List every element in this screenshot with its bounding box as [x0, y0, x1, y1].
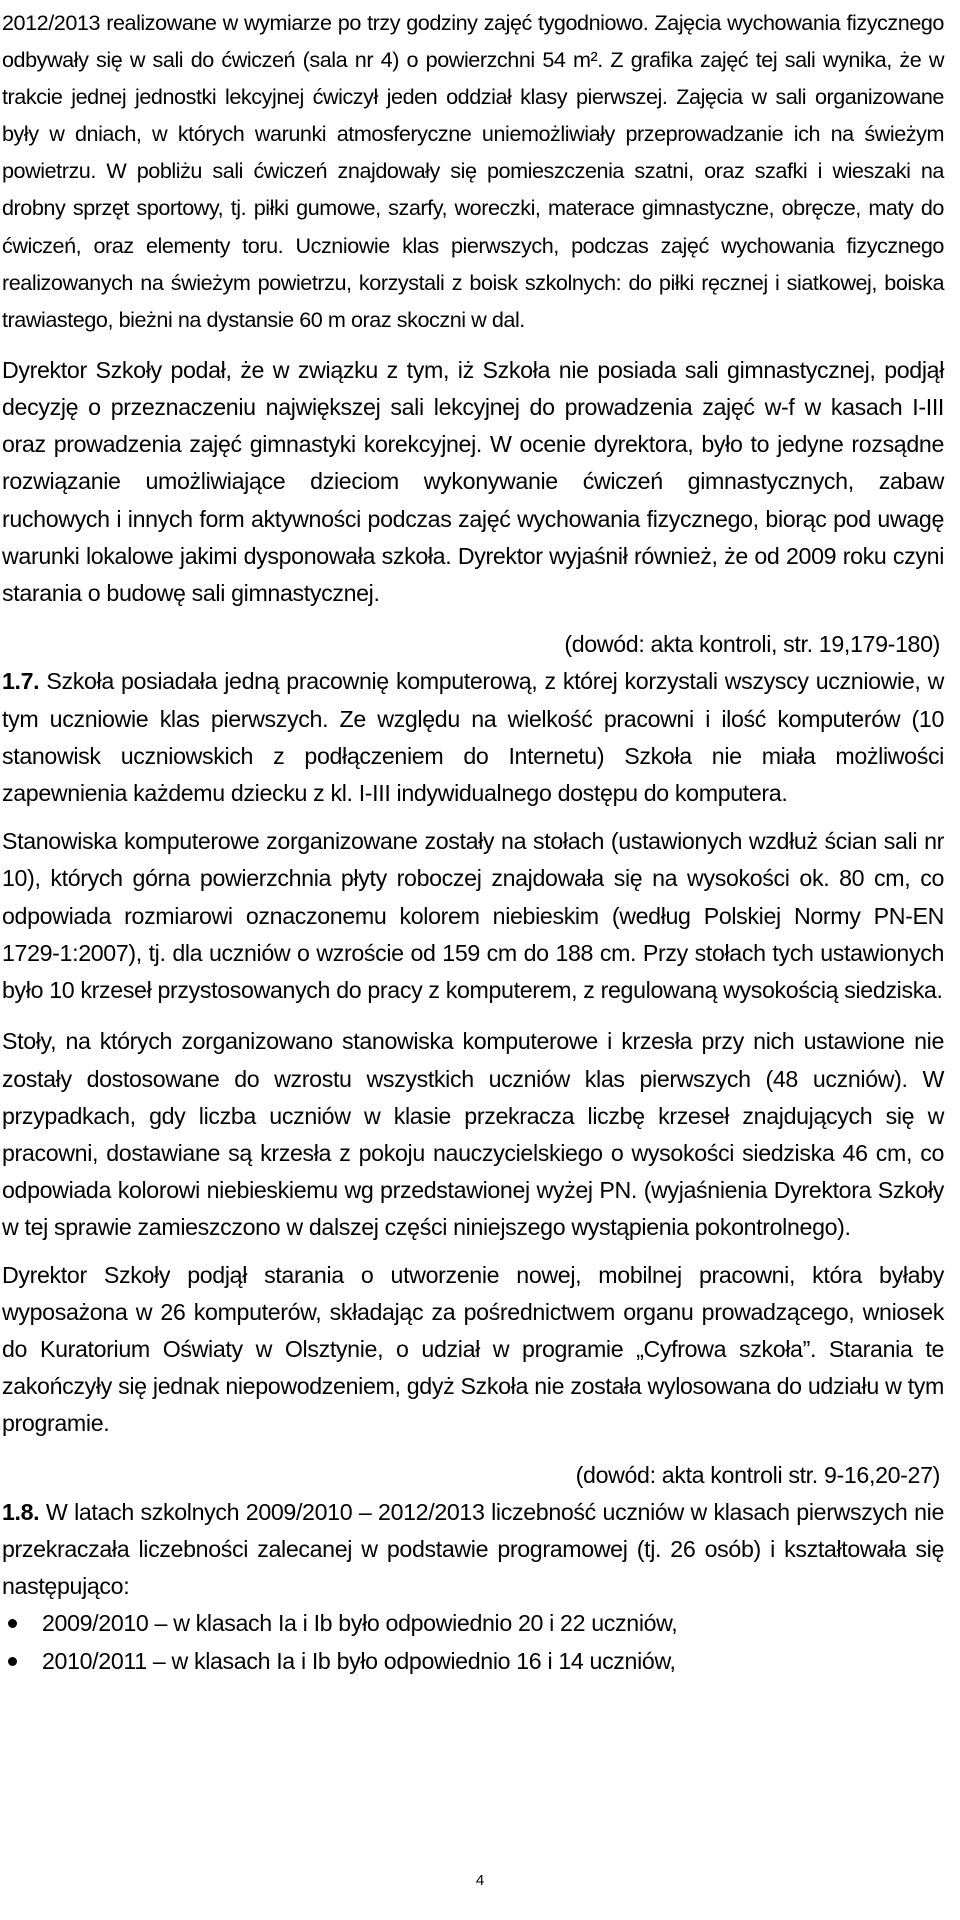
enrollment-list — [2, 1605, 944, 1679]
section-1-7-text: Szkoła posiadała jedną pracownię komputerową, z której korzystali wszyscy uczniowie, w tym uczniowie klas pierwszych. Ze względu na wielkość pracowni i ilość komputerów (10 stanowisk uczniowskich z podłączeniem do Internetu) Szkoła nie miała możliwości zapewnienia każdemu dziecku z kl. I-III indywidualnego dostępu do komputera. — [2, 668, 944, 807]
evidence-reference-1: (dowód: akta kontroli, str. 19,179-180) — [564, 631, 940, 658]
paragraph-director-statement: Dyrektor Szkoły podał, że w związku z tym, iż Szkoła nie posiada sali gimnastycznej, podjął decyzję o przeznaczeniu największej sali lekcyjnej do prowadzenia zajęć w-f w kasach I-III oraz prowadzenia zajęć gimnastyki korekcyjnej. W ocenie dyrektora, było to jedyne rozsądne rozwiązanie umożliwiające dzieciom wykonywanie ćwiczeń gimnastycznych, zabaw ruchowych i innych form aktywności podczas zajęć wychowania fizycznego, biorąc pod uwagę warunki lokalowe jakimi dysponowała szkoła. Dyrektor wyjaśnił również, że od 2009 roku czyni starania o budowę sali gimnastycznej. — [2, 356, 944, 607]
section-1-8-text: W latach szkolnych 2009/2010 – 2012/2013 liczebność uczniów w klasach pierwszych nie przekraczała liczebności zalecanej w podstawie programowej (tj. 26 osób) i kształtowała się następująco: — [2, 1498, 945, 1600]
evidence-reference-2: (dowód: akta kontroli str. 9-16,20-27) — [575, 1461, 940, 1488]
list-item — [2, 1643, 944, 1680]
section-number-1-7: 1.7. — [2, 668, 40, 695]
bullet-icon — [8, 1657, 17, 1666]
paragraph-pe-facilities: 2012/2013 realizowane w wymiarze po trzy godziny zajęć tygodniowo. Zajęcia wychowania fizycznego odbywały się w sali do ćwiczeń (sala nr 4) o powierzchni 54 m². Z grafika zajęć tej sali wynika, że w trakcie jednej jednostki lekcyjnej ćwiczył jeden oddział klasy pierwszej. Zajęcia w sali organizowane były w dniach, w których warunki atmosferyczne uniemożliwiały przeprowadzanie ich na świeżym powietrzu. W pobliżu sali ćwiczeń znajdowały się pomieszczenia szatni, oraz szafki i wieszaki na drobny sprzęt sportowy, tj. piłki gumowe, szarfy, woreczki, materace gimnastyczne, obręcze, maty do ćwiczeń, oraz elementy toru. Uczniowie klas pierwszych, podczas zajęć wychowania fizycznego realizowanych na świeżym powietrzu, korzystali z boisk szkolnych: do piłki ręcznej i siatkowej, boiska trawiastego, bieżni na dystansie 60 m oraz skoczni w dal. — [2, 10, 944, 332]
paragraph-computer-stations: Stanowiska komputerowe zorganizowane zostały na stołach (ustawionych wzdłuż ścian sali nr 10), których górna powierzchnia płyty roboczej znajdowała się na wysokości ok. 80 cm, co odpowiada rozmiarowi oznaczonemu kolorem niebieskim (według Polskiej Normy PN-EN 1729-1:2007), tj. dla uczniów o wzroście od 159 cm do 188 cm. Przy stołach tych ustawionych było 10 krzeseł przystosowanych do pracy z komputerem, z regulowaną wysokością siedziska. — [2, 828, 944, 1004]
bullet-icon — [8, 1619, 17, 1628]
paragraph-tables-chairs: Stoły, na których zorganizowano stanowiska komputerowe i krzesła przy nich ustawione nie zostały dostosowane do wzrostu wszystkich uczniów klas pierwszych (48 uczniów). W przypadkach, gdy liczba uczniów w klasie przekracza liczbę krzeseł znajdujących się w pracowni, dostawiane są krzesła z pokoju nauczycielskiego o wysokości siedziska 46 cm, co odpowiada kolorowi niebieskiemu wg przedstawionej wyżej PN. (wyjaśnienia Dyrektora Szkoły w tej sprawie zamieszczono w dalszej części niniejszego wystąpienia pokontrolnego). — [2, 1028, 944, 1241]
list-item-text: 2010/2011 – w klasach Ia i Ib było odpowiednio 16 i 14 uczniów, — [42, 1647, 676, 1674]
page-number: 4 — [475, 1872, 485, 1889]
section-1-8-paragraph — [2, 1494, 944, 1606]
list-item-text: 2009/2010 – w klasach Ia i Ib było odpowiednio 20 i 22 uczniów, — [42, 1610, 678, 1637]
section-1-7-paragraph — [2, 663, 944, 812]
section-number-1-8: 1.8. — [2, 1498, 40, 1525]
list-item — [2, 1605, 944, 1642]
paragraph-mobile-lab: Dyrektor Szkoły podjął starania o utworzenie nowej, mobilnej pracowni, która byłaby wyposażona w 26 komputerów, składając za pośrednictwem organu prowadzącego, wniosek do Kuratorium Oświaty w Olsztynie, o udział w programie „Cyfrowa szkoła”. Starania te zakończyły się jednak niepowodzeniem, gdyż Szkoła nie została wylosowana do udziału w tym programie. — [2, 1261, 944, 1437]
